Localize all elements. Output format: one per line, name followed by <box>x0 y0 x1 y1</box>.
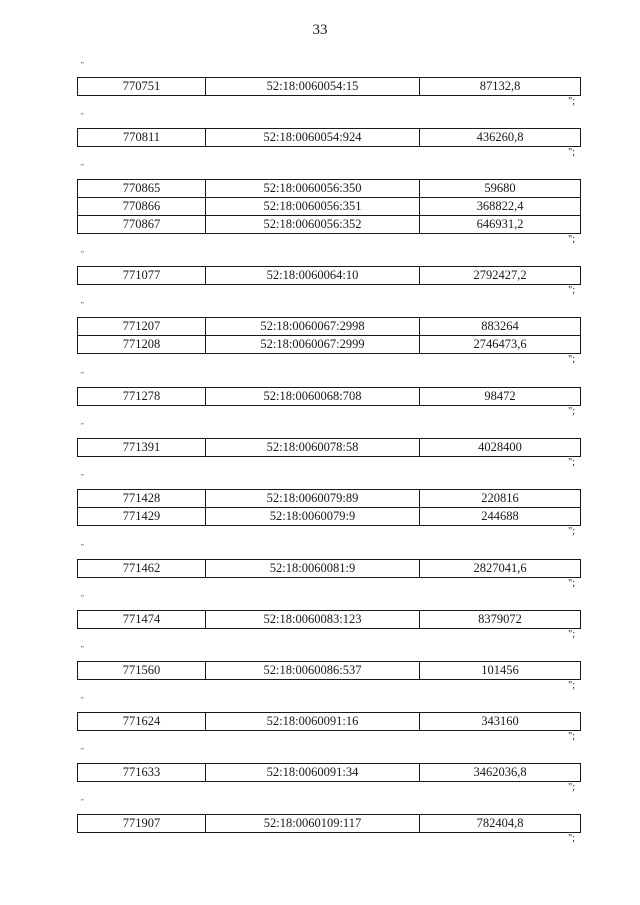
cadastral-number-cell: 52:18:0060086:537 <box>206 662 420 680</box>
closing-quote: "; <box>568 96 575 107</box>
cadastral-number-cell: 52:18:0060079:9 <box>206 508 420 526</box>
table-block <box>77 646 579 692</box>
opening-quote: " <box>81 112 84 120</box>
table-block <box>77 62 579 108</box>
value-cell: 436260,8 <box>420 129 581 147</box>
cadastral-number-cell: 52:18:0060068:708 <box>206 388 420 406</box>
opening-quote: " <box>81 747 84 755</box>
table-block <box>77 164 579 246</box>
data-table <box>77 763 581 782</box>
table-row <box>78 713 581 731</box>
value-cell: 883264 <box>420 318 581 336</box>
cadastral-number-cell: 52:18:0060067:2999 <box>206 336 420 354</box>
row-id-cell: 771391 <box>78 439 206 457</box>
table-block <box>77 113 579 159</box>
table-row <box>78 662 581 680</box>
data-table <box>77 77 581 96</box>
table-block <box>77 423 579 469</box>
table-row <box>78 560 581 578</box>
closing-quote: "; <box>568 731 575 742</box>
value-cell: 101456 <box>420 662 581 680</box>
cadastral-number-cell: 52:18:0060083:123 <box>206 611 420 629</box>
opening-quote: " <box>81 696 84 704</box>
closing-quote: "; <box>568 833 575 844</box>
table-row <box>78 129 581 147</box>
table-block <box>77 799 579 845</box>
table-row <box>78 508 581 526</box>
value-cell: 244688 <box>420 508 581 526</box>
opening-quote: " <box>81 371 84 379</box>
cadastral-number-cell: 52:18:0060067:2998 <box>206 318 420 336</box>
closing-quote: "; <box>568 457 575 468</box>
cadastral-number-cell: 52:18:0060056:350 <box>206 180 420 198</box>
opening-quote: " <box>81 645 84 653</box>
row-id-cell: 771077 <box>78 267 206 285</box>
table-row <box>78 815 581 833</box>
table-row <box>78 336 581 354</box>
cadastral-number-cell: 52:18:0060056:351 <box>206 198 420 216</box>
closing-quote: "; <box>568 578 575 589</box>
cadastral-number-cell: 52:18:0060081:9 <box>206 560 420 578</box>
cadastral-number-cell: 52:18:0060054:924 <box>206 129 420 147</box>
table-block <box>77 544 579 590</box>
cadastral-number-cell: 52:18:0060091:16 <box>206 713 420 731</box>
row-id-cell: 771462 <box>78 560 206 578</box>
value-cell: 2792427,2 <box>420 267 581 285</box>
closing-quote: "; <box>568 526 575 537</box>
row-id-cell: 771208 <box>78 336 206 354</box>
data-table <box>77 266 581 285</box>
cadastral-number-cell: 52:18:0060054:15 <box>206 78 420 96</box>
row-id-cell: 771278 <box>78 388 206 406</box>
closing-quote: "; <box>568 406 575 417</box>
cadastral-number-cell: 52:18:0060056:352 <box>206 216 420 234</box>
row-id-cell: 771560 <box>78 662 206 680</box>
closing-quote: "; <box>568 354 575 365</box>
row-id-cell: 771907 <box>78 815 206 833</box>
row-id-cell: 771428 <box>78 490 206 508</box>
opening-quote: " <box>81 163 84 171</box>
value-cell: 2746473,6 <box>420 336 581 354</box>
row-id-cell: 770811 <box>78 129 206 147</box>
cadastral-number-cell: 52:18:0060091:34 <box>206 764 420 782</box>
closing-quote: "; <box>568 680 575 691</box>
table-block <box>77 697 579 743</box>
opening-quote: " <box>81 543 84 551</box>
closing-quote: "; <box>568 629 575 640</box>
value-cell: 2827041,6 <box>420 560 581 578</box>
cadastral-number-cell: 52:18:0060078:58 <box>206 439 420 457</box>
cadastral-number-cell: 52:18:0060079:89 <box>206 490 420 508</box>
data-table <box>77 559 581 578</box>
table-block <box>77 372 579 418</box>
value-cell: 98472 <box>420 388 581 406</box>
opening-quote: " <box>81 594 84 602</box>
data-table <box>77 489 581 526</box>
closing-quote: "; <box>568 285 575 296</box>
table-row <box>78 318 581 336</box>
data-table <box>77 128 581 147</box>
table-block <box>77 251 579 297</box>
opening-quote: " <box>81 473 84 481</box>
table-row <box>78 490 581 508</box>
data-table <box>77 179 581 234</box>
opening-quote: " <box>81 250 84 258</box>
data-table <box>77 610 581 629</box>
closing-quote: "; <box>568 234 575 245</box>
opening-quote: " <box>81 422 84 430</box>
closing-quote: "; <box>568 147 575 158</box>
row-id-cell: 771633 <box>78 764 206 782</box>
row-id-cell: 770865 <box>78 180 206 198</box>
value-cell: 59680 <box>420 180 581 198</box>
page-number: 33 <box>312 22 328 38</box>
value-cell: 220816 <box>420 490 581 508</box>
value-cell: 87132,8 <box>420 78 581 96</box>
row-id-cell: 771429 <box>78 508 206 526</box>
row-id-cell: 770866 <box>78 198 206 216</box>
table-row <box>78 216 581 234</box>
table-row <box>78 78 581 96</box>
cadastral-number-cell: 52:18:0060064:10 <box>206 267 420 285</box>
value-cell: 646931,2 <box>420 216 581 234</box>
row-id-cell: 771474 <box>78 611 206 629</box>
table-block <box>77 748 579 794</box>
opening-quote: " <box>81 61 84 69</box>
cadastral-number-cell: 52:18:0060109:117 <box>206 815 420 833</box>
row-id-cell: 770867 <box>78 216 206 234</box>
table-block <box>77 302 579 366</box>
table-block <box>77 474 579 538</box>
row-id-cell: 771207 <box>78 318 206 336</box>
table-block <box>77 595 579 641</box>
value-cell: 782404,8 <box>420 815 581 833</box>
table-row <box>78 388 581 406</box>
opening-quote: " <box>81 301 84 309</box>
table-row <box>78 439 581 457</box>
table-row <box>78 267 581 285</box>
value-cell: 8379072 <box>420 611 581 629</box>
data-table <box>77 438 581 457</box>
data-table <box>77 814 581 833</box>
data-table <box>77 661 581 680</box>
value-cell: 368822,4 <box>420 198 581 216</box>
value-cell: 3462036,8 <box>420 764 581 782</box>
table-row <box>78 180 581 198</box>
table-row <box>78 611 581 629</box>
data-table <box>77 387 581 406</box>
data-table <box>77 712 581 731</box>
data-table <box>77 317 581 354</box>
opening-quote: " <box>81 798 84 806</box>
row-id-cell: 770751 <box>78 78 206 96</box>
closing-quote: "; <box>568 782 575 793</box>
value-cell: 4028400 <box>420 439 581 457</box>
value-cell: 343160 <box>420 713 581 731</box>
table-row <box>78 198 581 216</box>
table-row <box>78 764 581 782</box>
row-id-cell: 771624 <box>78 713 206 731</box>
